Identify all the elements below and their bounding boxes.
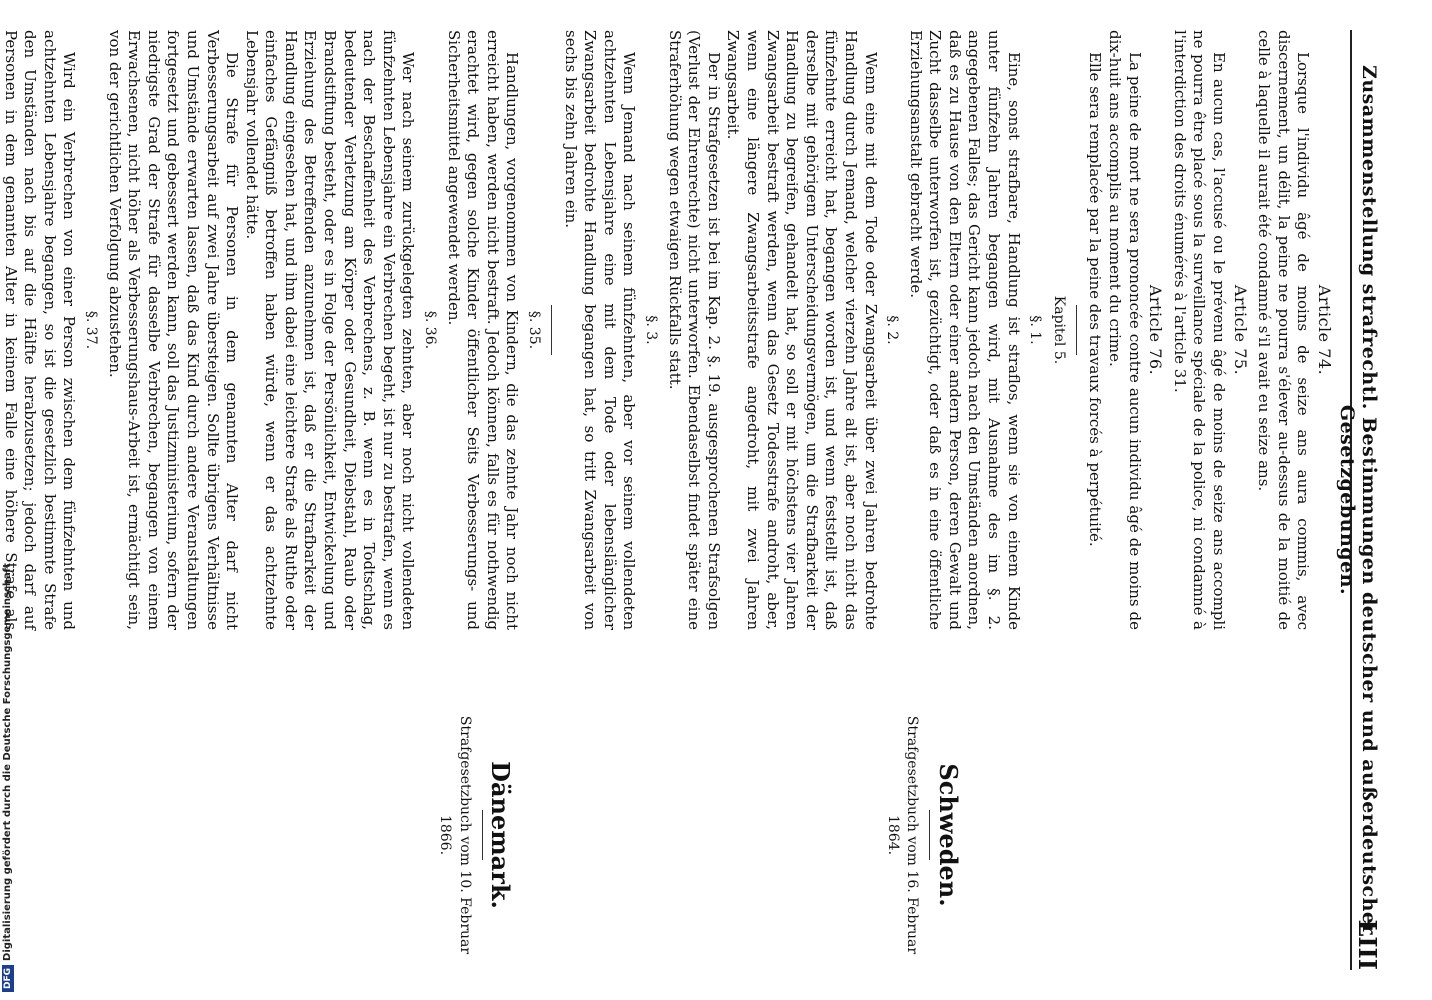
country-sweden: Schweden. <box>934 763 963 907</box>
denmark-heading-block <box>434 700 516 970</box>
denmark-s35-text: Handlungen, vorgenommen von Kindern, die das zehnte Jahr noch nicht erreicht haben, werden nicht bestraft. Jedoch können, falls es für nothwendig erachtet wird, gegen solche Kinder öffentlicher Seits Verbesserungs- und Sicherheitsmittel angewendet werden. <box>444 30 522 630</box>
sweden-s1-title: §. 1. <box>1027 315 1044 345</box>
country-denmark: Dänemark. <box>486 761 516 909</box>
denmark-s35-title: §. 35. <box>526 310 543 350</box>
digitization-note-text: Digitalisierung gefördert durch die Deutsche Forschungsgemeinschaft <box>2 563 13 961</box>
sweden-s3-text: Wenn Jemand nach seinem fünfzehnten, aber vor seinem vollendeten achtzehnten Lebensjahre eine mit dem Tode oder lebenslänglicher Zwangsarbeit bedrohte Handlung begangen hat, so tritt Zwangsarbeit von sechs bis zehn Jahren ein. <box>561 30 639 630</box>
denmark-s36-text-2: Die Strafe für Personen in dem genannten Alter darf nicht Verbesserungsarbeit auf zwei Jahre übersteigen. Sollte übrigens Verhältnisse und Umstände erwarten lassen, daß das Kind durch andere Veranstaltungen fortgesetzt und gebessert werden kann, soll das Justizministerium, sofern der niedrigste Grad der Strafe für dasselbe Verbrechen, begangen von einem Erwachsenen, nicht höher als Verbesserungshaus-Arbeit ist, ermächtigt sein, von der gerichtlichen Verfolgung abzustehen. <box>105 30 242 630</box>
section-divider <box>1076 305 1077 355</box>
margin-column <box>38 700 1338 970</box>
sweden-s2-text-2: Der in Strafgesetzen ist bei im Kap. 2. §. 19. ausgesprochenen Strafsolgen (Verlust der Ehrenrechte) nicht unterworfen. Ebendaselbst findet später eine Straferhöhung wegen etwaigen Rückfalls statt. <box>665 30 723 630</box>
dfg-logo: DFG <box>2 965 14 992</box>
article-76-text: La peine de mort ne sera prononcée contre aucun individu âgé de moins de dix-huit ans accomplis au moment du crime. <box>1106 30 1144 630</box>
article-75-title: Article 75. <box>1230 284 1250 376</box>
denmark-s37-text: Wird ein Verbrechen von einer Person zwischen dem fünfzehnten und achtzehnten Lebensjahre begangen, so ist die gesetzlich bestimmte Strafe den Umständen nach bis auf die Hälfte herabzusetzen; jedoch darf auf Personen in dem genannten Alter in keinem Falle eine höhere Strafe als <box>1 30 79 630</box>
section-divider <box>551 305 552 355</box>
sweden-s3-title: §. 3. <box>643 315 659 345</box>
heading-divider <box>929 810 930 860</box>
denmark-s36-title: §. 36. <box>422 310 439 350</box>
sweden-heading-block <box>882 700 963 970</box>
article-74-title: Article 74. <box>1315 284 1334 376</box>
article-75-text: En aucun cas, l'accusé ou le prévenu âgé de moins de seize ans accompli ne pourra être placé sous la surveillance spéciale de la police, ni condamné à l'interdiction des droits énumérés à l'article 31. <box>1170 30 1229 630</box>
article-74-text: Lorsque l'individu âgé de moins de seize ans aura commis, avec discernement, un délit, la peine ne pourra s'élever au-dessus de la moitié de celle à laquelle il aurait été condamné s'il avait eu seize ans. <box>1255 30 1313 630</box>
heading-divider <box>482 810 483 860</box>
denmark-s37-title: §. 37. <box>82 310 99 350</box>
text-column <box>1 30 1338 630</box>
sweden-chapter: Kapitel 5. <box>1050 295 1067 365</box>
article-76-text-2: Elle sera remplacée par la peine des travaux forcés à perpétuité. <box>1086 52 1105 547</box>
article-76-title: Article 76. <box>1146 284 1166 376</box>
page-number: LIII <box>1353 919 1382 970</box>
running-title: Zusammenstellung strafrechtl. Bestimmungen deutscher und außerdeutscher Gesetzgebungen. <box>1336 64 1380 936</box>
sweden-s1-text: Eine, sonst strafbare, Handlung ist straflos, wenn sie von einem Kinde unter fünfzehn Jahren begangen wird, mit Ausnahme des im §. 2. angegebenen Falles; das Gericht kann jedoch nach den Umständen anordnen, daß es zu Hause von den Eltern oder einer andern Person, deren Gewalt und Zucht dasselbe unterworfen ist, gezüchtigt, oder daß es in eine öffentliche Erziehungsanstalt gebracht werde. <box>906 30 1023 630</box>
sweden-s2-title: §. 2. <box>884 315 901 345</box>
sweden-decree: Strafgesetzbuch vom 16. Februar 1864. <box>884 715 921 955</box>
page-header <box>1336 30 1382 970</box>
denmark-s36-text: Wer nach seinem zurückgelegten zehnten, aber noch nicht vollendeten fünfzehnten Lebensjahre ein Verbrechen begeht, ist nur zu bestrafen, wenn es nach der Beschaffenheit des Verbrechens, z. B. wenn es in Todtschlag, bedeutender Verletzung am Körper oder Gesundheit, Diebstahl, Raub oder Brandstiftung besteht, oder es in Folge der Persönlichkeit, Entwickelung und Erziehung des Betreffenden anzunehmen ist, daß er die Strafbarkeit der Handlung eingesehen hat, und ihm dabei eine leichtere Strafe als Ruthe oder einfaches Gefängniß betroffen haben würde, wenn er das achtzehnte Lebensjahr vollendet hätte. <box>242 30 418 630</box>
denmark-decree: Strafgesetzbuch vom 10. Februar 1866. <box>437 715 473 955</box>
sweden-s2-text: Wenn eine mit dem Tode oder Zwangsarbeit über zwei Jahren bedrohte Handlung durch Jemand, welcher vierzehn Jahre alt ist, aber noch nicht das fünfzehnte erreicht hat, begangen worden ist, und wenn feststellt ist, daß derselbe mit gehörigem Unterscheidungsvermögen, um die Strafbarkeit der Handlung zu begreifen, gehandelt hat, so soll er mit höchstens vier Jahren Zwangsarbeit bestraft werden, wenn das Gesetz Todesstrafe androht, aber, wenn eine längere Zwangsarbeitsstrafe angedroht, mit zwei Jahren Zwangsarbeit. <box>724 30 880 630</box>
